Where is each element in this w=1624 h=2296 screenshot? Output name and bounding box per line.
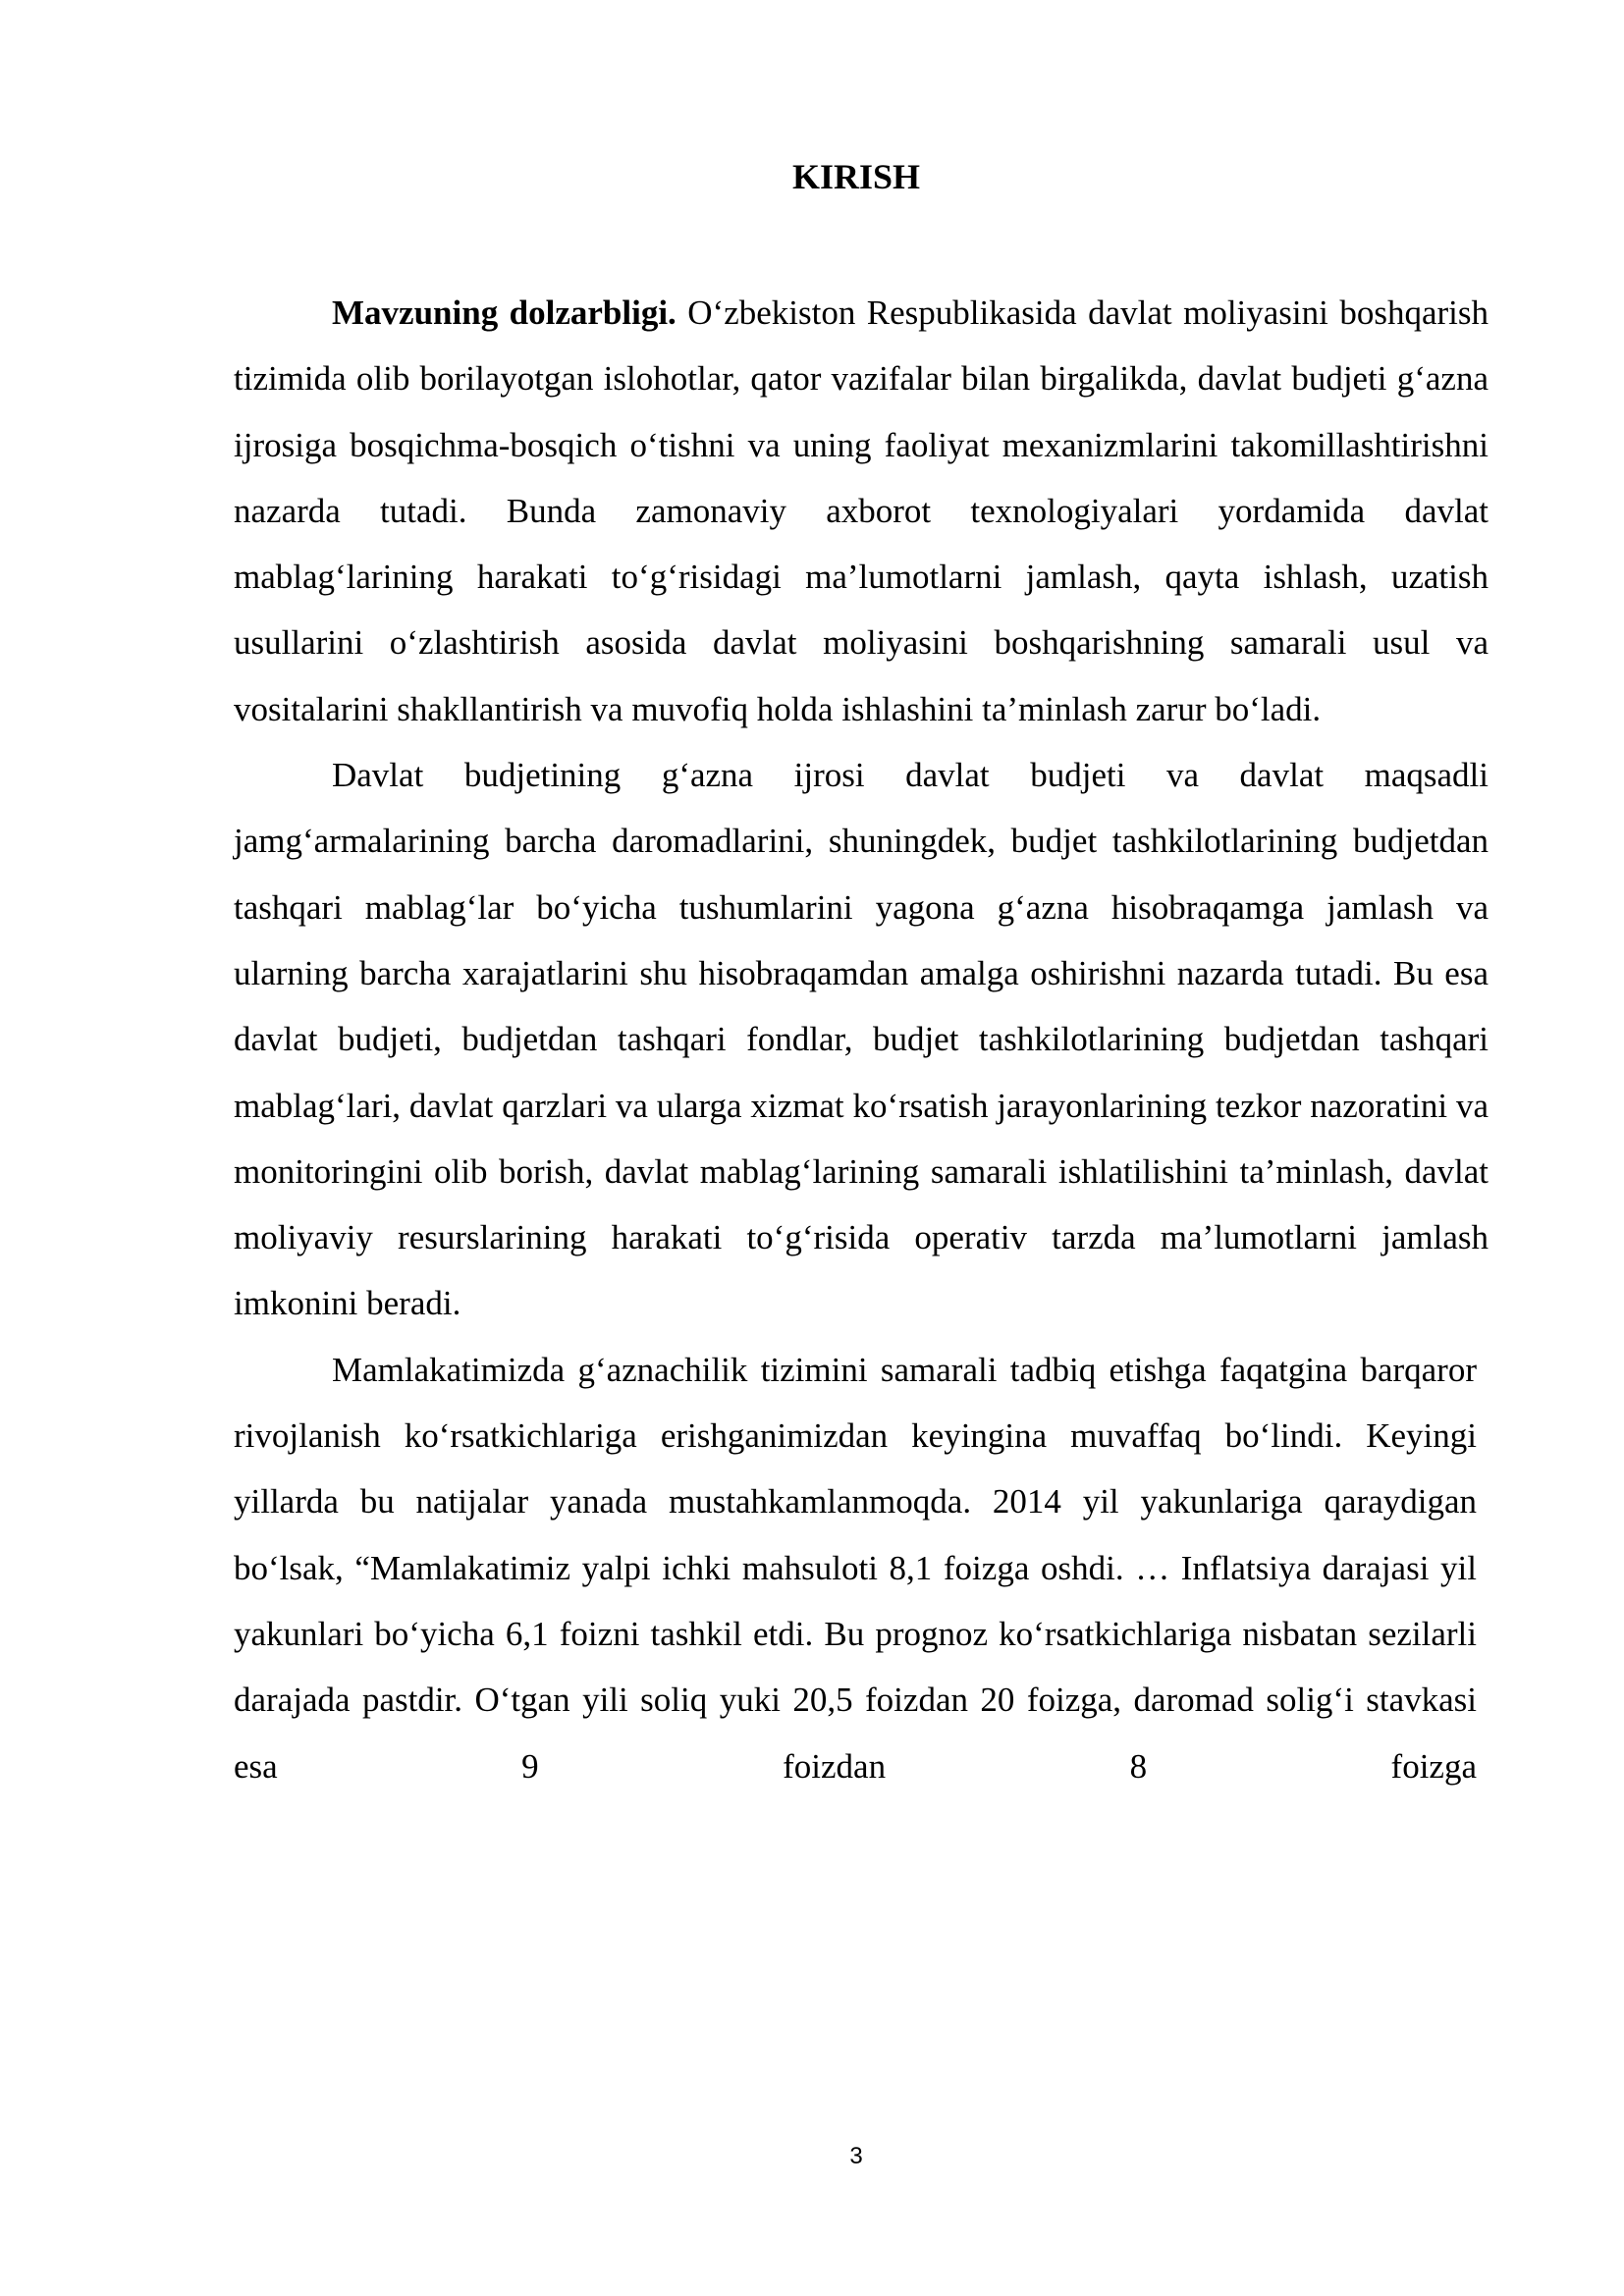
page-title: KIRISH (791, 157, 921, 196)
paragraph-treasury-execution: Davlat budjetining g‘azna ijrosi davlat budjeti va davlat maqsadli jamg‘armalarining barcha daromadlarini, shuningdek, budjet tashkilotlarining budjetdan tashqari mablag‘lar bo‘yicha tushumlarini yagona g‘azna hisobraqamga jamlash va ularning barcha xarajatlarini shu hisobraqamdan amalga oshirishni nazarda tutadi. Bu esa davlat budjeti, budjetdan tashqari fondlar, budjet tashkilotlarining budjetdan tashqari mablag‘lari, davlat qarzlari va ularga xizmat ko‘rsatish jarayonlarining tezkor nazoratini va monitoringini olib borish, davlat mablag‘larining samarali ishlatilishini ta’minlash, davlat moliyaviy resurslarining harakati to‘g‘risida operativ tarzda ma’lumotlarni jamlash imkonini beradi. (234, 756, 1489, 1323)
page-number: 3 (849, 2143, 863, 2169)
paragraph-relevance (234, 280, 1489, 742)
paragraph-text: O‘zbekiston Respublikasida davlat moliyasini boshqarish tizimida olib borilayotgan islohotlar, qator vazifalar bilan birgalikda, davlat budjeti g‘azna ijrosiga bosqichma-bosqich o‘tishni va uning faoliyat mexanizmlarini takomillashtirishni nazarda tutadi. Bunda zamonaviy axborot texnologiyalari yordamida davlat mablag‘larining harakati to‘g‘risidagi ma’lumotlarni jamlash, qayta ishlash, uzatish usullarini o‘zlashtirish asosida davlat moliyasini boshqarishning samarali usul va vositalarini shakllantirish va muvofiq holda ishlashini ta’minlash zarur bo‘ladi. (234, 294, 1489, 728)
paragraph-lead: Mavzuning dolzarbligi. (332, 294, 677, 332)
document-body (234, 280, 1489, 1799)
paragraph-treasury-system: Mamlakatimizda g‘aznachilik tizimini samarali tadbiq etishga faqatgina barqaror rivojlanish ko‘rsatkichlariga erishganimizdan keyingina muvaffaq bo‘lindi. Keyingi yillarda bu natijalar yanada mustahkamlanmoqda. 2014 yil yakunlariga qaraydigan bo‘lsak, “Mamlakatimiz yalpi ichki mahsuloti 8,1 foizga oshdi. … Inflatsiya darajasi yil yakunlari bo‘yicha 6,1 foizni tashkil etdi. Bu prognoz ko‘rsatkichlariga nisbatan sezilarli darajada pastdir. O‘tgan yili soliq yuki 20,5 foizdan 20 foizga, daromad solig‘i stavkasi esa 9 foizdan 8 foizga (234, 1350, 1477, 1786)
